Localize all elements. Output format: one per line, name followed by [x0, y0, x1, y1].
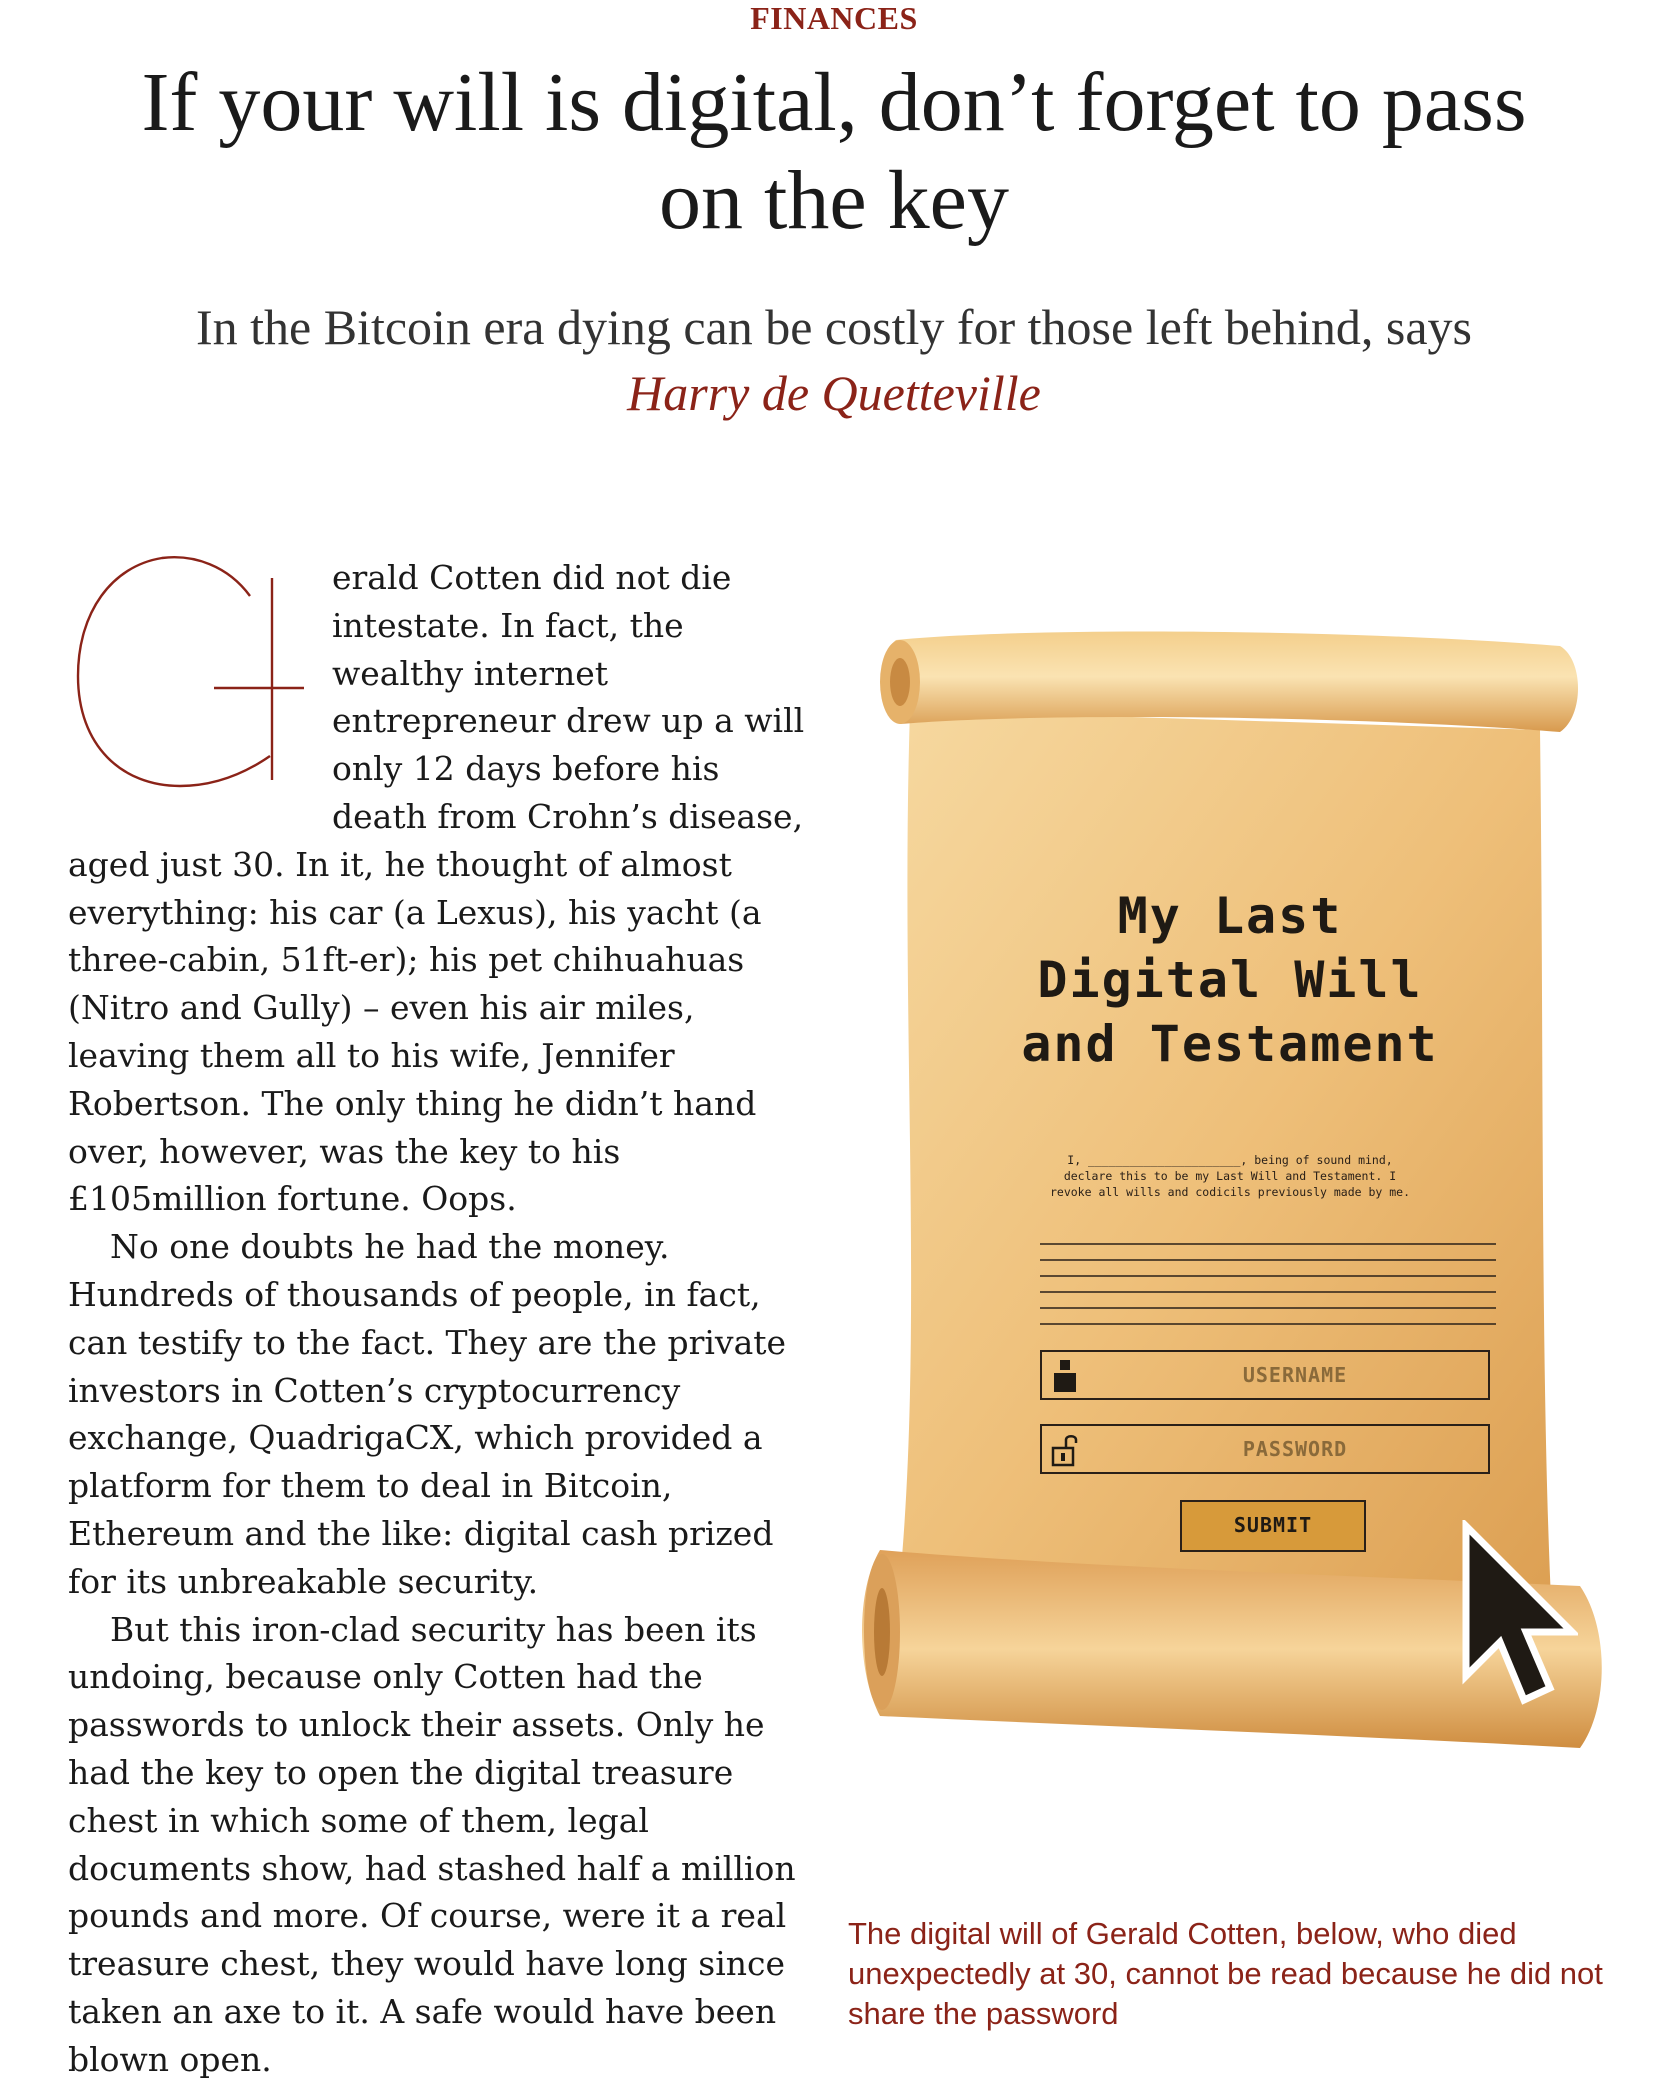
- standfirst-text: In the Bitcoin era dying can be costly for those left behind, says: [195, 299, 1473, 355]
- paragraph-3: But this iron-clad security has been its undoing, because only Cotten had the passwords to unlock their assets. Only he had the key to open the digital treasure chest in which some of them, legal documents show, had stashed half a million pounds and more. Of course, were it a real treasure chest, they would have long since taken an axe to it. A safe would have been blown open.: [68, 1609, 796, 2079]
- unlocked-padlock-icon: [1050, 1432, 1080, 1468]
- section-label: FINANCES: [750, 0, 918, 36]
- person-icon: [1050, 1358, 1080, 1394]
- paragraph-1: erald Cotten did not die intestate. In fact, the wealthy internet entrepreneur drew up a will only 12 days before his death from Crohn’s disease, aged just 30. In it, he thought of almost everything: his car (a Lexus), his yacht (a three-cabin, 51ft-er); his pet chihuahuas (Nitro and Gully) – even his air miles, leaving them all to his wife, Jennifer Robertson. The only thing he didn’t hand over, however, was the key to his £105million fortune. Oops.: [68, 558, 805, 1219]
- standfirst: [150, 294, 1518, 426]
- article-body: [68, 554, 808, 2084]
- paragraph-2: No one doubts he had the money. Hundreds of thousands of people, in fact, can testify to the fact. They are the private investors in Cotten’s cryptocurrency exchange, QuadrigaCX, which provided a platform for them to deal in Bitcoin, Ethereum and the like: digital cash prized for its unbreakable security.: [68, 1227, 787, 1601]
- mouse-cursor-icon: [1458, 1520, 1578, 1710]
- username-field[interactable]: [1040, 1350, 1490, 1400]
- dropcap-space: [68, 554, 332, 840]
- will-title-line-2: Digital Will: [1037, 951, 1423, 1009]
- will-title-line-3: and Testament: [1021, 1015, 1439, 1073]
- image-caption: The digital will of Gerald Cotten, below, who died unexpectedly at 30, cannot be read because he did not share the password: [848, 1916, 1603, 2031]
- password-label: PASSWORD: [1242, 1437, 1348, 1461]
- will-declaration: I, ______________________, being of sound mind, declare this to be my Last Will and Testament. I revoke all wills and codicils previously made by me.: [1049, 1153, 1411, 1199]
- byline: Harry de Quetteville: [627, 365, 1041, 421]
- will-title-line-1: My Last: [1117, 887, 1343, 945]
- username-label: USERNAME: [1242, 1363, 1348, 1387]
- password-field[interactable]: [1040, 1424, 1490, 1474]
- will-illustration: [840, 620, 1620, 1800]
- will-title: [840, 884, 1620, 1076]
- headline: If your will is digital, don’t forget to pass on the key: [141, 56, 1527, 247]
- submit-button[interactable]: SUBMIT: [1180, 1500, 1366, 1552]
